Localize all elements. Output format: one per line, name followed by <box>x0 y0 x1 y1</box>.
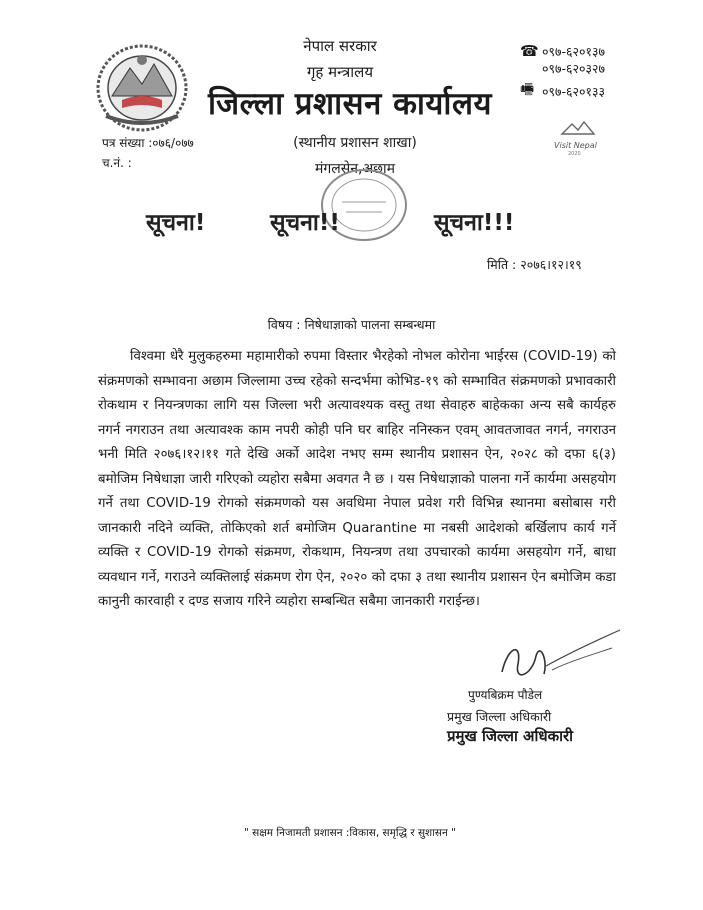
fax-icon: 🖷 <box>520 80 535 98</box>
signature-scribble <box>488 616 628 696</box>
footer-motto: " सक्षम निजामती प्रशासन :विकास, समृद्धि र सुशासन " <box>243 827 457 839</box>
notice-body: विश्वमा धेरै मुलुकहरुमा महामारीको रुपमा विस्तार भैरहेको नोभल कोरोना भाईरस (COVID-19) को संक्रमणको सम्भावना अछाम जिल्लामा उच्च रहेको सन्दर्भमा कोभिड-१९ को सम्भावित संक्रमणको प्रभावकारी रोकथाम र नियन्त्रणका लागि यस जिल्ला भरी अत्यावश्यक वस्तु तथा सेवाहरु बाहेकका अन्य सबै कार्यहरु नगर्न नगराउन तथा अत्यावश्क काम नपरी कोही पनि घर बाहिर ननिस्कन एवम् आवतजावत नगर्न, नगराउन भनी मिति २०७६।१२।११ गते देखि अर्को आदेश नभए सम्म स्थानीय प्रशासन ऐन, २०२८ को दफा ६(३) बमोजिम निषेधाज्ञा जारी गरिएको व्यहोरा सबैमा अवगत नै छ । यस निषेधाज्ञाको पालना गर्ने कार्यमा असहयोग गर्ने तथा COVID-19 रोगको संक्रमणको यस अवधिमा नेपाल प्रवेश गरी विभिन्न स्थानमा बसोबास गरी जानकारी नदिने व्यक्ति, तोकिएको शर्त बमोजिम Quarantine मा नबसी आदेशको बर्खिलाप कार्य गर्ने व्यक्ति र COVID-19 रोगको संक्रमण, रोकथाम, नियन्त्रण तथा उपचारको कार्यमा असहयोग गर्ने, बाधा व्यवधान गर्ने, गराउने व्यक्तिलाई संक्रमण रोग ऐन, २०२० को दफा ३ तथा स्थानीय प्रशासन ऐन बमोजिम कडा कानुनी कारवाही र दण्ड सजाय गरिने व्यहोरा सम्बन्धित सबैमा जानकारी गराईन्छ। <box>98 349 616 609</box>
visit-nepal-logo <box>548 118 610 156</box>
branch-name: (स्थानीय प्रशासन शाखा) <box>293 135 417 151</box>
phone-line-1 <box>520 42 605 60</box>
phone-number-2: ०९७-६२०३२७ <box>542 61 606 76</box>
document-date: मिति : २०७६।१२।१९ <box>487 257 582 272</box>
fax-number: ०९७-६२०१३३ <box>542 84 606 99</box>
phone-line-2 <box>542 60 605 77</box>
office-location: मंगलसेन,अछाम <box>315 161 395 177</box>
ministry-name: गृह मन्त्रालय <box>306 63 374 81</box>
officer-title: प्रमुख जिल्ला अधिकारी <box>447 709 552 724</box>
svg-text:2020: 2020 <box>568 151 581 156</box>
fax-line <box>520 79 605 104</box>
notice-heading-3: सूचना!!! <box>434 210 515 236</box>
government-name: नेपाल सरकार <box>303 37 377 55</box>
telephone-icon: ☎ <box>520 42 539 60</box>
subject-line: विषय : निषेधाज्ञाको पालना सम्बन्धमा <box>267 317 436 332</box>
office-title: जिल्ला प्रशासन कार्यालय <box>208 86 492 122</box>
officer-name: पुण्यबिक्रम पौडेल <box>468 688 543 702</box>
officer-title-stamp: प्रमुख जिल्ला अधिकारी <box>447 727 574 745</box>
phone-number-1: ०९७-६२०१३७ <box>542 43 606 59</box>
letter-number: पत्र संख्या :०७६/०७७ <box>102 136 194 150</box>
notice-heading-1: सूचना! <box>146 210 206 236</box>
svg-text:Visit Nepal: Visit Nepal <box>554 141 597 150</box>
notice-heading-2: सूचना!! <box>270 210 340 236</box>
dispatch-number: च.नं. : <box>102 156 132 170</box>
